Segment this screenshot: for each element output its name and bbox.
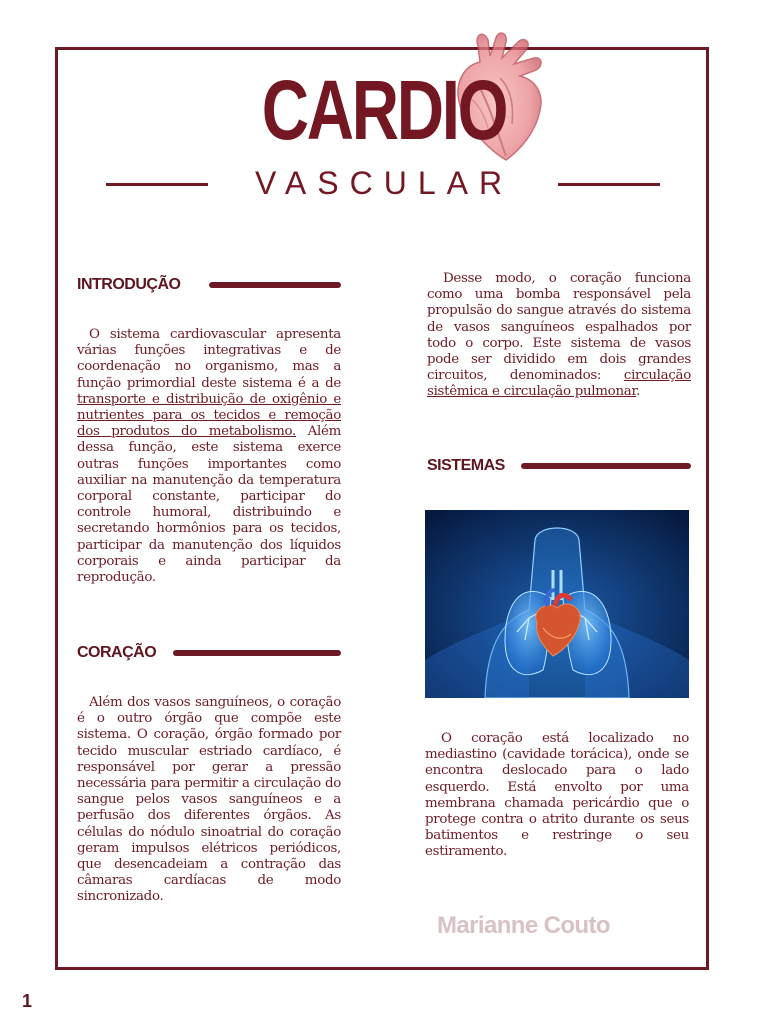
intro-text-underlined: transporte e distribuição de oxigênio e nutrientes para os tecidos e remoção dos produtos do metabolismo. [77, 391, 341, 440]
intro-heading [77, 273, 341, 297]
intro-paragraph [77, 327, 341, 586]
page-subtitle: VASCULAR [254, 165, 514, 201]
subtitle-line-right [558, 183, 660, 186]
intro-heading-bar [209, 282, 341, 288]
heart-heading [77, 641, 341, 665]
systems-heading-bar [521, 463, 691, 469]
circulation-text: Desse modo, o coração funciona como uma bomba responsável pela propulsão do sangue através do sistema de vasos sanguíneos espalhados por todo o corpo. Este sistema de vasos pode ser dividido em dois grandes circuitos, denominados: [427, 271, 691, 384]
intro-text-b: Além dessa função, este sistema exerce outras funções importantes como auxiliar na manutenção da temperatura corporal constante, participar do controle humoral, distribuindo e secretando hormônios para os tecidos, participar da manutenção dos líquidos corporais e ainda participar da reprodução. [77, 424, 341, 586]
systems-heading-label: SISTEMAS [427, 457, 505, 474]
intro-text-a: O sistema cardiovascular apresenta várias funções integrativas e de coordenação no organismo, mas a função primordial deste sistema é a de [77, 327, 341, 391]
circulation-text-underlined: circulação sistêmica e circulação pulmonar [427, 368, 691, 400]
subtitle-row [100, 163, 668, 203]
circulation-text-end: . [636, 384, 641, 400]
systems-paragraph: O coração está localizado no mediastino (cavidade torácica), onde se encontra deslocado para o lado esquerdo. Está envolto por uma membrana chamada pericárdio que o protege contra o atrito durante os seus batimentos e restringe o seu estiramento. [425, 731, 689, 860]
heart-heading-label: CORAÇÃO [77, 644, 157, 661]
page-number: 1 [22, 991, 33, 1011]
author-name: Marianne Couto [437, 912, 610, 939]
intro-heading-label: INTRODUÇÃO [77, 276, 181, 293]
cardiovascular-illustration [425, 510, 689, 698]
page-title: CARDIO [261, 63, 507, 157]
heart-paragraph: Além dos vasos sanguíneos, o coração é o outro órgão que compõe este sistema. O coração, órgão formado por tecido muscular estriado cardíaco, é responsável por gerar a pressão necessária para permitir a circulação do sangue pelos vasos sanguíneos e a perfusão dos diferentes órgãos. As células do nódulo sinoatrial do coração geram impulsos elétricos periódicos, que desencadeiam a contração das câmaras cardíacas de modo sincronizado. [77, 695, 341, 905]
systems-heading [427, 454, 691, 478]
circulation-paragraph [427, 271, 691, 401]
heart-heading-bar [173, 650, 341, 656]
